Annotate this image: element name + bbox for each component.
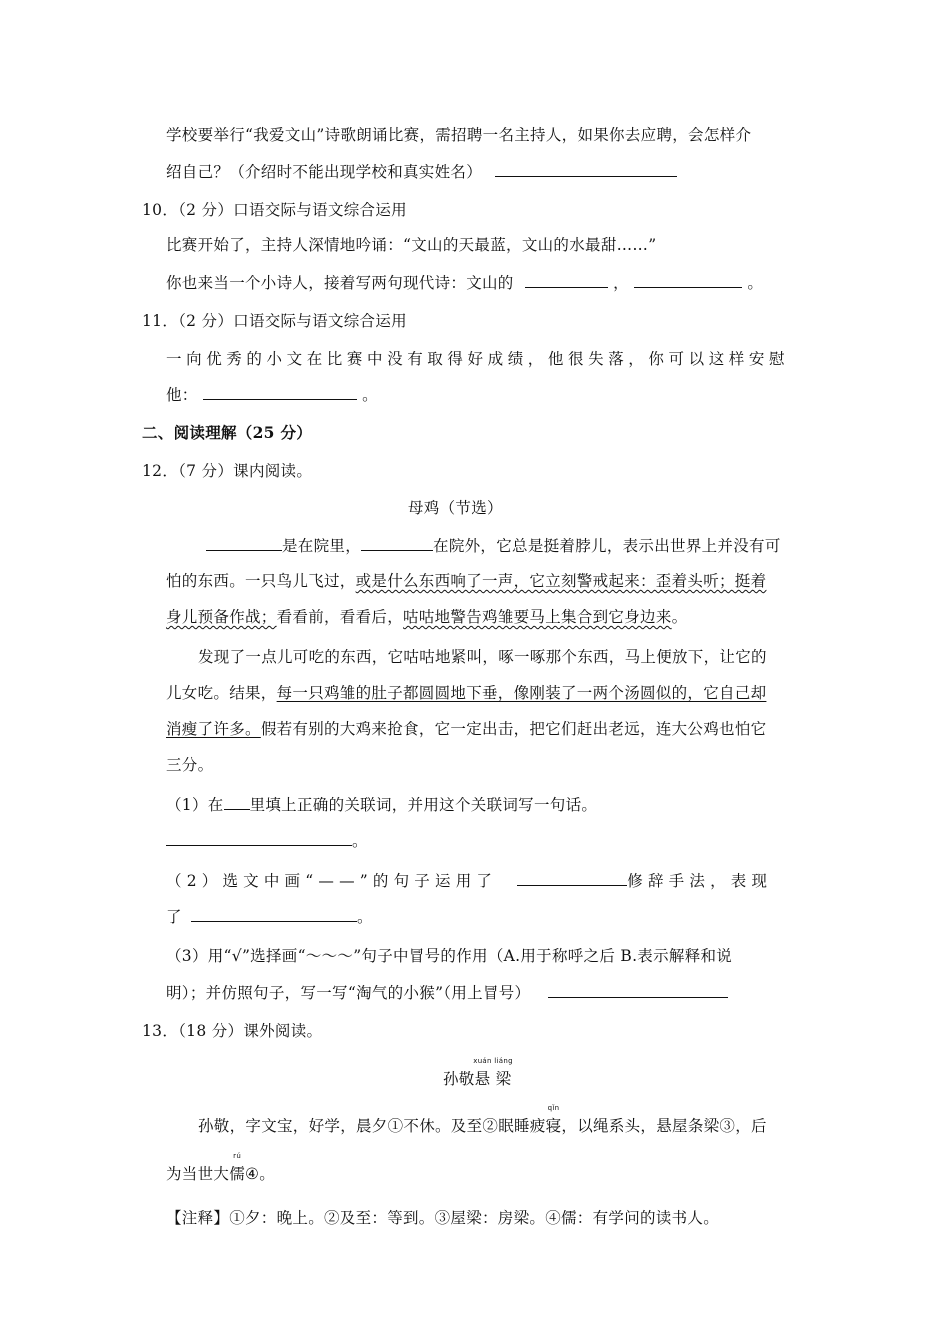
q10-line-1: 比赛开始了，主持人深情地吟诵：“文山的天最蓝，文山的水最甜……”: [166, 236, 657, 254]
q11-line-2: [166, 383, 378, 406]
q10-answer-blank-1[interactable]: [525, 271, 608, 288]
q12-sub1-text-b: 里填上正确的关联词，并用这个关联词写一句话。: [249, 796, 598, 814]
q12-p1-l1-text-a: 是在院里，: [282, 537, 362, 555]
q13-char-ru: rú 儒: [229, 1152, 246, 1183]
pinyin-liang: liáng: [494, 1057, 513, 1065]
q12-blank-2[interactable]: [361, 534, 433, 551]
q12-sub-1: [166, 793, 597, 816]
q11-line-2-text: 他：: [166, 386, 198, 404]
q12-sub-2-line-2: [166, 905, 373, 928]
q12-sub2-text-c: 了: [166, 908, 182, 926]
q12-underlined-sentence-part-1: 每一只鸡雏的肚子都圆圆地下垂，像刚装了一两个汤圆似的，它自己却: [276, 684, 767, 702]
pinyin-xuan: xuán: [473, 1057, 492, 1065]
q10-answer-blank-2[interactable]: [634, 271, 742, 288]
q12-p2-line-3: [166, 718, 766, 740]
pinyin-qin: qǐn: [547, 1104, 560, 1112]
q12-sub1-inline-blank: [224, 793, 250, 810]
q12-sub2-rhetoric-blank[interactable]: [517, 869, 627, 886]
q12-sub-1-answer: [166, 829, 368, 852]
q12-p1-line-2: [166, 570, 766, 592]
q13-char-qin: qǐn 寝: [545, 1104, 562, 1135]
q12-wavy-sentence-part-1: 或是什么东西响了一声，它立刻警戒起来：歪着头听；挺着: [355, 572, 767, 590]
q12-p1-l3-text-b: 看看前，看看后，: [276, 608, 404, 626]
q10-line-2: [166, 271, 763, 294]
q13-passage-line-2: 为当世大 rú 儒④。: [166, 1152, 276, 1183]
q12-sub-2-line-1: [166, 869, 772, 892]
q12-p1-line-3: [166, 606, 687, 628]
q12-p1-line-1: [206, 534, 781, 557]
q12-p1-l3-text-d: 。: [671, 608, 688, 626]
q12-sub3-text: 明）；并仿照句子，写一写“淘气的小猴”（用上冒号）: [166, 984, 531, 1002]
q12-sub1-end: 。: [352, 832, 368, 850]
q12-wavy-sentence-part-2: 身儿预备作战；: [166, 608, 277, 626]
q12-sub1-text-a: （1）在: [166, 796, 224, 814]
q11-line-1: 一向优秀的小文在比赛中没有取得好成绩，他很失落，你可以这样安慰: [166, 350, 790, 368]
q12-sub-3-line-1: （3）用“√”选择画“～～～”句子中冒号的作用（A.用于称呼之后 B.表示解释和说: [166, 947, 733, 965]
q13-title-a: 孙敬: [443, 1070, 475, 1088]
q10-period: 。: [747, 274, 764, 292]
q12-sub3-answer-blank[interactable]: [548, 981, 728, 998]
q12-p1-l2-text-a: 怕的东西。一只鸟儿飞过，: [166, 572, 356, 590]
q12-passage-title: 母鸡（节选）: [408, 499, 503, 517]
q12-p2-line-1: 发现了一点儿可吃的东西，它咕咕地紧叫，啄一啄那个东西，马上便放下，让它的: [198, 648, 767, 666]
q13-passage-line-1: 孙敬，字文宝，好学，晨夕①不休。及至②眠睡疲 qǐn 寝，以绳系头，悬屋条梁③，后: [198, 1104, 767, 1135]
q12-p1-l1-text-b: 在院外，它总是挺着脖儿，表示出世界上并没有可: [433, 537, 781, 555]
q13-passage-title: [443, 1057, 513, 1090]
q12-p2-l2-text-a: 儿女吃。结果，: [166, 684, 277, 702]
q12-sub2-text-b: 修辞手法，表现: [627, 872, 773, 890]
q13-heading: 13．（18 分）课外阅读。: [142, 1022, 323, 1040]
q9-line-1: 学校要举行“我爱文山”诗歌朗诵比赛，需招聘一名主持人，如果你去应聘，会怎样介: [166, 126, 752, 144]
q12-wavy-sentence-part-3: 咕咕地警告鸡雏要马上集合到它身边来: [403, 608, 672, 626]
q12-underlined-sentence-part-2: 消瘦了许多。: [166, 720, 261, 738]
q12-sub2-effect-blank[interactable]: [191, 905, 357, 922]
q9-line-2-text: 绍自己？（介绍时不能出现学校和真实姓名）: [166, 163, 483, 181]
q13-annotation: 【注释】①夕：晚上。②及至：等到。③屋梁：房梁。④儒：有学问的读书人。: [166, 1209, 720, 1227]
section-2-heading: 二、阅读理解（25 分）: [142, 423, 313, 442]
q9-line-2: [166, 160, 677, 183]
q12-sub2-text-d: 。: [357, 908, 373, 926]
q11-answer-blank[interactable]: [203, 383, 357, 400]
q12-sub2-text-a: （2）选文中画“——”的句子运用了: [166, 872, 498, 890]
q9-answer-blank[interactable]: [495, 160, 677, 177]
q13-title-xuan: xuán 悬: [473, 1057, 492, 1088]
q13-title-liang: liáng 梁: [494, 1057, 513, 1088]
q11-period: 。: [362, 386, 378, 404]
q10-line-2-text: 你也来当一个小诗人，接着写两句现代诗：文山的: [166, 274, 514, 292]
q12-blank-1[interactable]: [206, 534, 282, 551]
q10-heading: 10．（2 分）口语交际与语文综合运用: [142, 201, 407, 219]
q12-sub-3-line-2: [166, 981, 728, 1004]
q12-p2-line-2: [166, 682, 766, 704]
q12-p2-l3-text-b: 假若有别的大鸡来抢食，它一定出击，把它们赶出老远，连大公鸡也怕它: [260, 720, 767, 738]
q10-comma: ，: [613, 274, 629, 292]
q12-sub1-answer-blank[interactable]: [166, 829, 352, 846]
q12-heading: 12．（7 分）课内阅读。: [142, 462, 313, 480]
pinyin-ru: rú: [233, 1152, 242, 1160]
q12-p2-line-4: 三分。: [166, 756, 214, 774]
q11-heading: 11．（2 分）口语交际与语文综合运用: [142, 312, 407, 330]
